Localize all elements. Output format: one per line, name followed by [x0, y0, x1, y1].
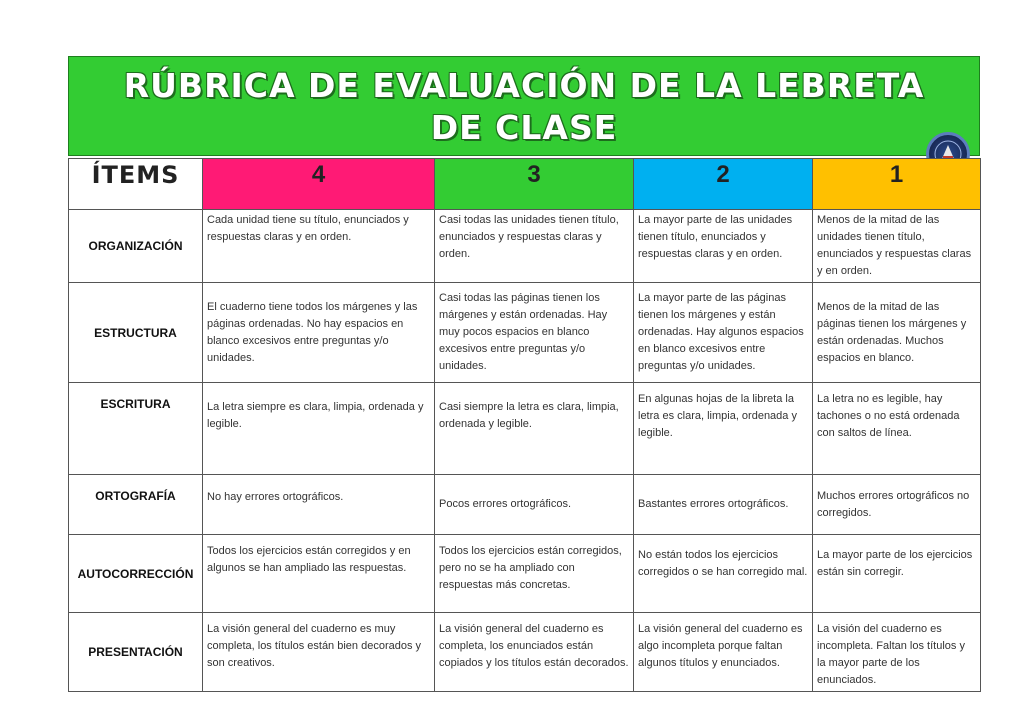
header-items: ÍTEMS	[69, 159, 203, 210]
cell-level-4: Cada unidad tiene su título, enunciados y respuestas claras y en orden.	[203, 210, 435, 283]
cell-level-4: La letra siempre es clara, limpia, ordenada y legible.	[203, 383, 435, 475]
table-row-autocorreccion	[69, 535, 981, 613]
cell-level-4: La visión general del cuaderno es muy completa, los títulos están bien decorados y son creativos.	[203, 613, 435, 692]
item-label: AUTOCORRECCIÓN	[69, 535, 203, 613]
item-label: ESTRUCTURA	[69, 283, 203, 383]
cell-level-1: La visión del cuaderno es incompleta. Faltan los títulos y la mayor parte de los enunciados.	[813, 613, 981, 692]
cell-level-1: Menos de la mitad de las páginas tienen los márgenes y están ordenadas. Muchos espacios en blanco.	[813, 283, 981, 383]
cell-level-3: Casi siempre la letra es clara, limpia, ordenada y legible.	[435, 383, 634, 475]
item-label: ORGANIZACIÓN	[69, 210, 203, 283]
header-level-1: 1	[813, 159, 981, 210]
cell-level-2: La mayor parte de las unidades tienen título, enunciados y respuestas claras y en orden.	[634, 210, 813, 283]
table-row-organizacion	[69, 210, 981, 283]
item-label: ORTOGRAFÍA	[69, 475, 203, 535]
cell-level-2: La visión general del cuaderno es algo incompleta porque faltan algunos títulos y enunciados.	[634, 613, 813, 692]
cell-level-1: Muchos errores ortográficos no corregidos.	[813, 475, 981, 535]
table-row-presentacion	[69, 613, 981, 692]
table-row-escritura	[69, 383, 981, 475]
cell-level-2: Bastantes errores ortográficos.	[634, 475, 813, 535]
cell-level-1: La letra no es legible, hay tachones o no está ordenada con saltos de línea.	[813, 383, 981, 475]
cell-level-3: Todos los ejercicios están corregidos, pero no se ha ampliado con respuestas más concretas.	[435, 535, 634, 613]
table-row-ortografia	[69, 475, 981, 535]
item-label: ESCRITURA	[69, 383, 203, 475]
cell-level-4: Todos los ejercicios están corregidos y en algunos se han ampliado las respuestas.	[203, 535, 435, 613]
header-row	[69, 159, 981, 210]
cell-level-4: El cuaderno tiene todos los márgenes y las páginas ordenadas. No hay espacios en blanco excesivos entre preguntas y/o unidades.	[203, 283, 435, 383]
cell-level-2: La mayor parte de las páginas tienen los márgenes y están ordenadas. Hay algunos espacios en blanco excesivos entre preguntas y/o unidades.	[634, 283, 813, 383]
header-level-2: 2	[634, 159, 813, 210]
cell-level-3: Pocos errores ortográficos.	[435, 475, 634, 535]
cell-level-3: La visión general del cuaderno es completa, los enunciados están copiados y los títulos están decorados.	[435, 613, 634, 692]
item-label: PRESENTACIÓN	[69, 613, 203, 692]
rubric-table	[68, 158, 981, 692]
cell-level-3: Casi todas las páginas tienen los márgenes y están ordenadas. Hay muy pocos espacios en blanco excesivos entre preguntas y/o unidades.	[435, 283, 634, 383]
cell-level-3: Casi todas las unidades tienen título, enunciados y respuestas claras y orden.	[435, 210, 634, 283]
cell-level-2: No están todos los ejercicios corregidos o se han corregido mal.	[634, 535, 813, 613]
cell-level-1: La mayor parte de los ejercicios están sin corregir.	[813, 535, 981, 613]
cell-level-1: Menos de la mitad de las unidades tienen título, enunciados y respuestas claras y en orden.	[813, 210, 981, 283]
title-banner	[68, 56, 980, 156]
cell-level-2: En algunas hojas de la libreta la letra es clara, limpia, ordenada y legible.	[634, 383, 813, 475]
table-row-estructura	[69, 283, 981, 383]
cell-level-4: No hay errores ortográficos.	[203, 475, 435, 535]
header-level-3: 3	[435, 159, 634, 210]
header-level-4: 4	[203, 159, 435, 210]
page-title: RÚBRICA DE EVALUACIÓN DE LA LEBRETA DE CLASE	[123, 66, 925, 147]
